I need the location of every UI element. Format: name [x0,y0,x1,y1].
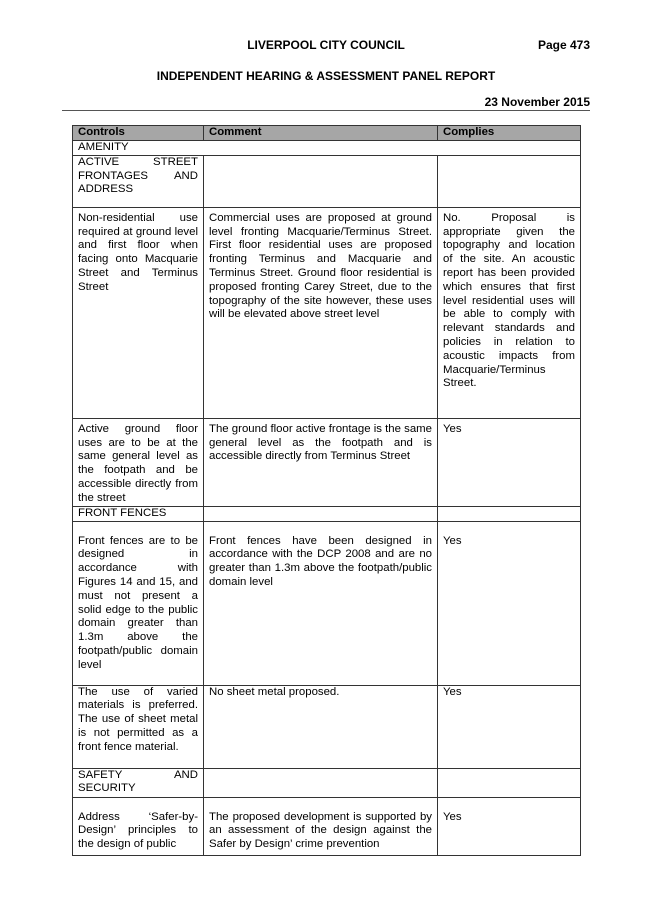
complies-cell: No. Proposal is appropriate given the topography and location of the site. An acoustic report has been provided which ensures that first level residential uses will be able to comply with relevant standards and policies in relation to acoustic impacts from Macquarie/Terminus Street. [438,207,581,418]
table-row [73,207,581,418]
table-row [73,521,581,685]
page-number: Page 473 [537,38,590,52]
section-amenity: AMENITY [73,141,581,156]
report-title: INDEPENDENT HEARING & ASSESSMENT PANEL REPORT [156,69,496,83]
comment-cell: Commercial uses are proposed at ground level fronting Macquarie/Terminus Street. First floor residential uses are proposed fronting Terminus and Macquarie and Terminus Street. Ground floor residential is proposed fronting Carey Street, due to the topography of the site however, these uses will be elevated above street level [204,207,438,418]
header-comment: Comment [204,126,438,141]
complies-cell: Yes [438,521,581,685]
complies-cell: Yes [438,685,581,768]
table-row [73,768,581,797]
section-row [73,141,581,156]
comment-cell: No sheet metal proposed. [204,685,438,768]
complies-cell: Yes [438,418,581,506]
table-row [73,685,581,768]
header-divider [62,110,590,111]
complies-cell: Yes [438,797,581,855]
control-cell: Non-residential use required at ground level and first floor when facing onto Macquarie Street and Terminus Street [73,207,204,418]
controls-table [72,125,581,856]
council-name: LIVERPOOL CITY COUNCIL [247,38,405,52]
comment-cell: Front fences have been designed in accordance with the DCP 2008 and are no greater than 1.3m above the footpath/public domain level [204,521,438,685]
subsection-safety: SAFETY AND SECURITY [73,768,204,797]
table-row [73,155,581,207]
header-complies: Complies [438,126,581,141]
report-date: 23 November 2015 [484,95,590,109]
table-row [73,506,581,521]
control-cell: Front fences are to be designed in accordance with Figures 14 and 15, and must not present a solid edge to the public domain greater than 1.3m above the footpath/public domain level [73,521,204,685]
control-cell: Active ground floor uses are to be at the same general level as the footpath and be accessible directly from the street [73,418,204,506]
subsection-front-fences: FRONT FENCES [73,506,204,521]
table-header-row [73,126,581,141]
table-row [73,418,581,506]
control-cell: Address ‘Safer-by-Design’ principles to the design of public [73,797,204,855]
table-row [73,797,581,855]
control-cell: The use of varied materials is preferred. The use of sheet metal is not permitted as a front fence material. [73,685,204,768]
subsection-active-street: ACTIVE STREET FRONTAGES AND ADDRESS [73,155,204,207]
comment-cell: The ground floor active frontage is the same general level as the footpath and is accessible directly from Terminus Street [204,418,438,506]
comment-cell: The proposed development is supported by an assessment of the design against the Safer by Design’ crime prevention [204,797,438,855]
header-controls: Controls [73,126,204,141]
